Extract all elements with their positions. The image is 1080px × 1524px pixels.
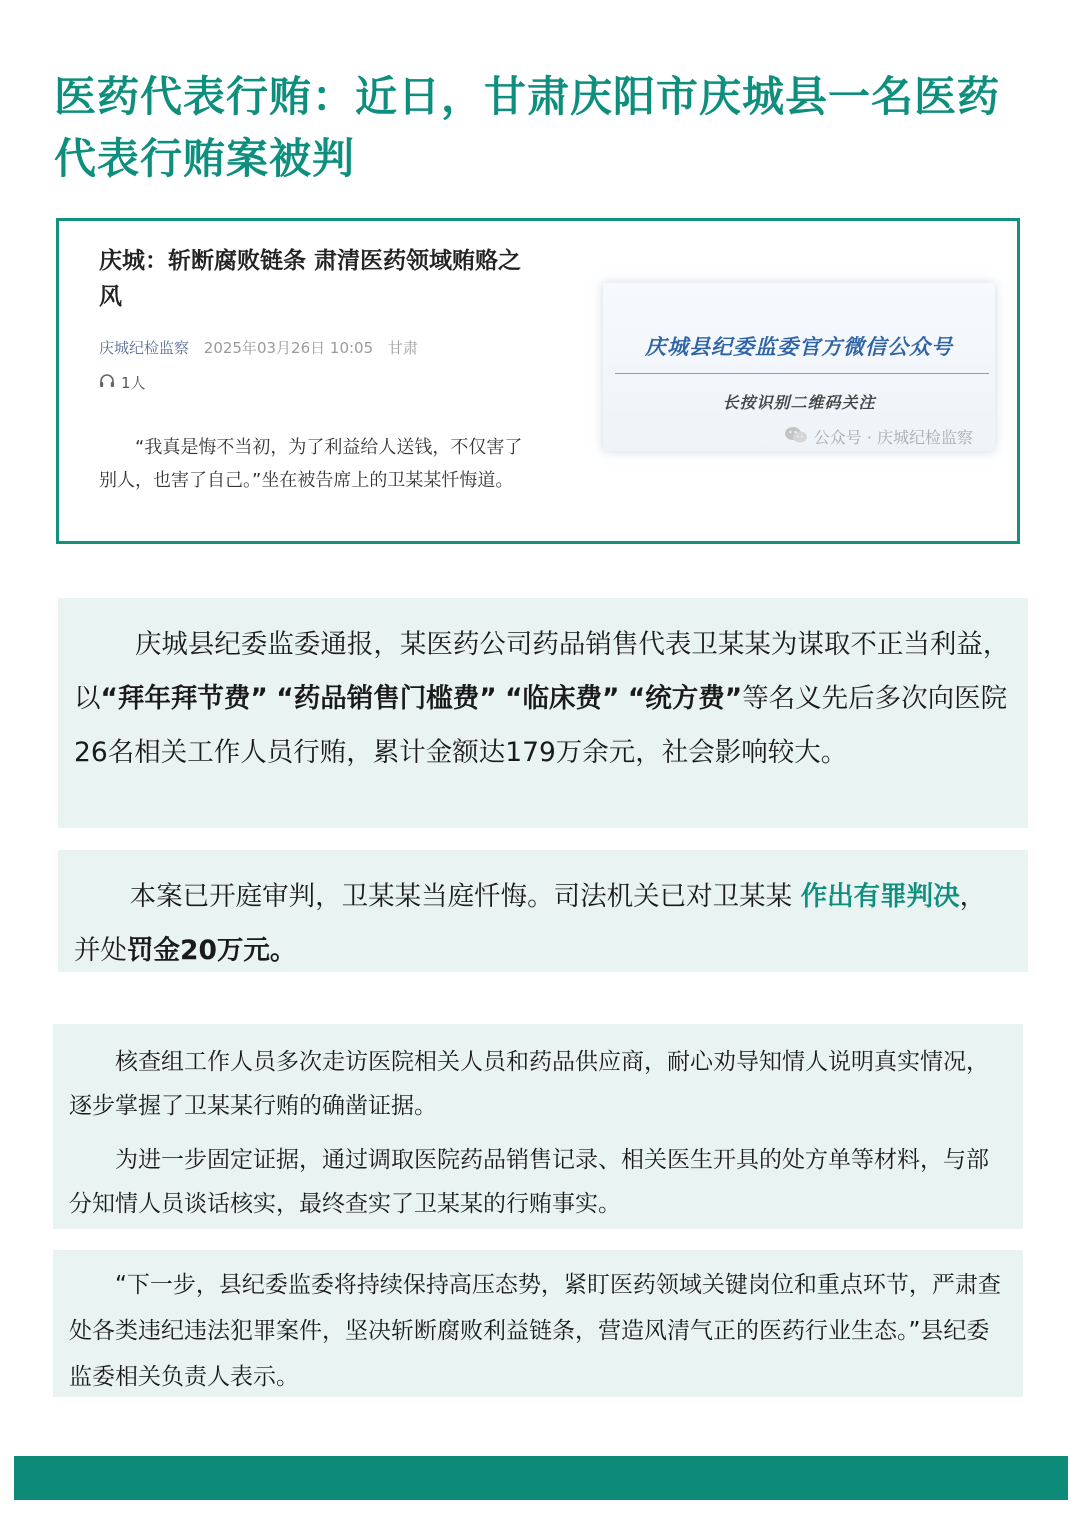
summary-panel xyxy=(58,598,1028,828)
fee-term-4: “统方费” xyxy=(627,683,743,714)
article-meta xyxy=(99,337,539,358)
summary-text-1: 庆城县纪委监委通报，某医药公司药品销售代表卫某某为谋取不正当利益，以 xyxy=(74,629,1010,714)
fee-term-1: “拜年拜节费” xyxy=(100,683,268,714)
article-preview-card[interactable] xyxy=(56,218,1020,544)
listen-count xyxy=(99,372,539,393)
summary-text-2: 等名义先后多次向医院26名相关工作人员行贿，累计金额达179万余元，社会影响较大。 xyxy=(74,683,1008,768)
investigation-paragraph-2: 为进一步固定证据，通过调取医院药品销售记录、相关医生开具的处方单等材料，与部分知情人员谈话核实，最终查实了卫某某的行贿事实。 xyxy=(69,1147,989,1217)
statement-panel xyxy=(53,1250,1023,1397)
listen-count-value: 1人 xyxy=(121,374,146,392)
fine-amount: 罚金20万元。 xyxy=(127,935,297,966)
verdict-text-2: ，并处 xyxy=(74,881,987,966)
summary-paragraph xyxy=(74,618,1010,780)
account-name[interactable]: 庆城纪检监察 xyxy=(99,339,190,357)
statement-paragraph: “下一步，县纪委监委将持续保持高压态势，紧盯医药领域关键岗位和重点环节，严肃查处各类违纪违法犯罪案件，坚决斩断腐败利益链条，营造风清气正的医药行业生态。”县纪委监委相关负责人表示。 xyxy=(69,1272,1001,1390)
verdict-highlight: 作出有罪判决 xyxy=(800,881,960,912)
publish-region: 甘肃 xyxy=(387,339,418,357)
article-excerpt: “我真是悔不当初，为了利益给人送钱，不仅害了别人，也害了自己。”坐在被告席上的卫某某忏悔道。 xyxy=(99,437,523,491)
page-title: 医药代表行贿：近日，甘肃庆阳市庆城县一名医药代表行贿案被判 xyxy=(54,72,1001,183)
verdict-text-1: 本案已开庭审判，卫某某当庭忏悔。司法机关已对卫某某 xyxy=(129,881,801,912)
article-preview-text xyxy=(99,243,539,497)
banner-footer xyxy=(784,425,973,448)
verdict-paragraph xyxy=(74,870,1006,978)
banner-title: 庆城县纪委监委官方微信公众号 xyxy=(645,335,953,359)
fee-term-2: “药品销售门槛费” xyxy=(276,683,497,714)
wechat-icon xyxy=(784,426,808,448)
fee-term-3: “临床费” xyxy=(505,683,620,714)
investigation-panel xyxy=(53,1024,1023,1229)
verdict-panel xyxy=(58,850,1028,972)
banner-footer-text: 公众号 · 庆城纪检监察 xyxy=(813,428,973,447)
publish-date: 2025年03月26日 10:05 xyxy=(203,339,374,357)
article-headline[interactable]: 庆城：斩断腐败链条 肃清医药领域贿赂之风 xyxy=(99,248,522,310)
banner-divider xyxy=(615,373,989,374)
headphones-icon xyxy=(99,373,115,392)
banner-subtitle: 长按识别二维码关注 xyxy=(722,393,876,412)
footer-bar xyxy=(14,1456,1068,1500)
qr-follow-banner[interactable] xyxy=(603,283,995,451)
investigation-paragraph-1: 核查组工作人员多次走访医院相关人员和药品供应商，耐心劝导知情人说明真实情况，逐步掌握了卫某某行贿的确凿证据。 xyxy=(69,1049,989,1119)
